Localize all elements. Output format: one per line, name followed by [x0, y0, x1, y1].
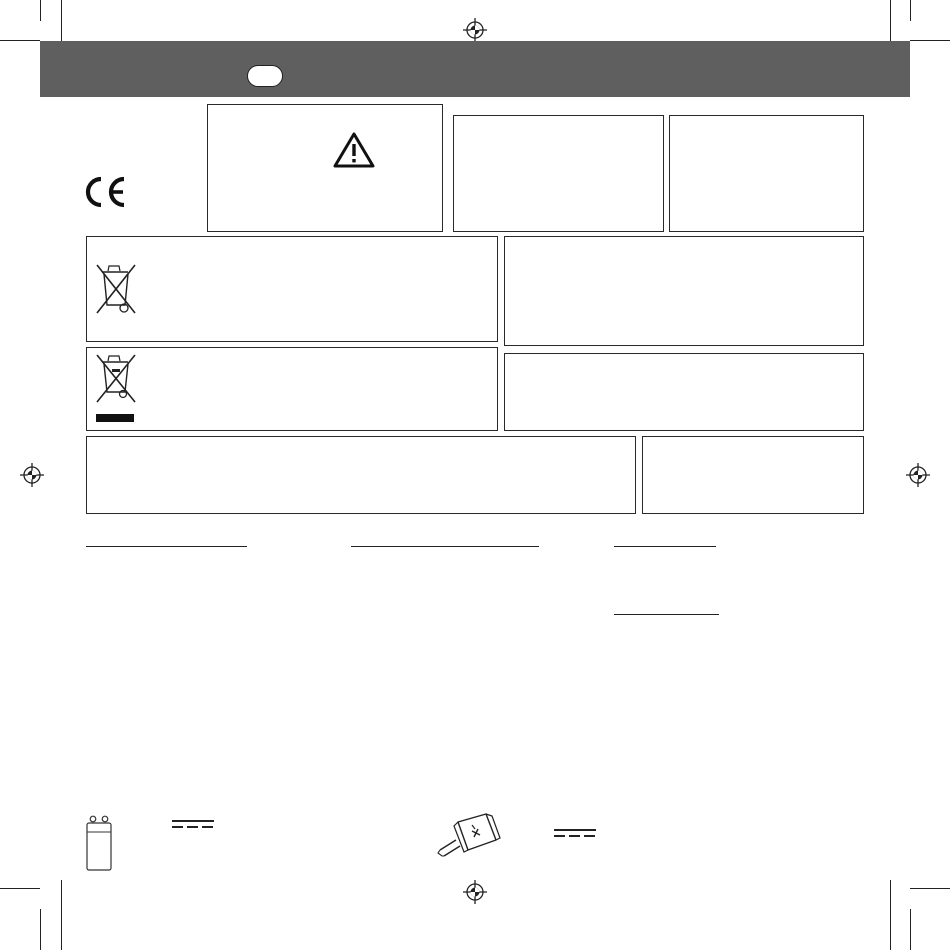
info-box-top-middle — [453, 115, 664, 232]
registration-mark-icon — [906, 463, 930, 487]
section-heading-underline — [614, 546, 716, 547]
crossed-out-battery-bin-icon — [93, 352, 139, 404]
section-heading-underline — [351, 546, 539, 547]
registration-mark-icon — [20, 463, 44, 487]
section-heading-underline — [614, 614, 719, 615]
info-box-wide — [86, 436, 636, 514]
crop-mark — [890, 880, 891, 950]
battery-disposal-box — [86, 347, 498, 431]
info-box-middle-right — [504, 236, 864, 346]
ce-mark-icon — [83, 175, 129, 209]
section-heading-underline — [86, 546, 247, 547]
power-adapter-icon — [436, 810, 502, 864]
crop-mark — [61, 880, 62, 950]
crop-mark — [890, 0, 891, 47]
registration-mark-icon — [463, 880, 487, 904]
info-box-middle-right-2 — [504, 353, 864, 431]
crop-mark — [910, 0, 911, 21]
crop-mark — [40, 0, 41, 21]
info-box-small — [642, 436, 864, 514]
weee-disposal-box — [86, 236, 498, 342]
direct-current-symbol-icon — [554, 829, 596, 837]
battery-icon — [84, 814, 114, 872]
battery-bin-bar — [96, 414, 134, 422]
direct-current-symbol-icon — [172, 820, 214, 828]
header-bar — [40, 41, 910, 97]
warning-box — [207, 104, 443, 232]
crossed-out-wheelie-bin-icon — [93, 261, 139, 317]
crop-mark — [910, 888, 950, 889]
crop-mark — [40, 909, 41, 950]
registration-mark-icon — [463, 18, 487, 42]
crop-mark — [61, 0, 62, 47]
language-badge — [247, 65, 283, 87]
crop-mark — [0, 40, 40, 41]
crop-mark — [910, 40, 950, 41]
info-box-top-right — [669, 115, 864, 232]
crop-mark — [0, 888, 40, 889]
warning-triangle-icon — [332, 131, 376, 169]
crop-mark — [910, 909, 911, 950]
